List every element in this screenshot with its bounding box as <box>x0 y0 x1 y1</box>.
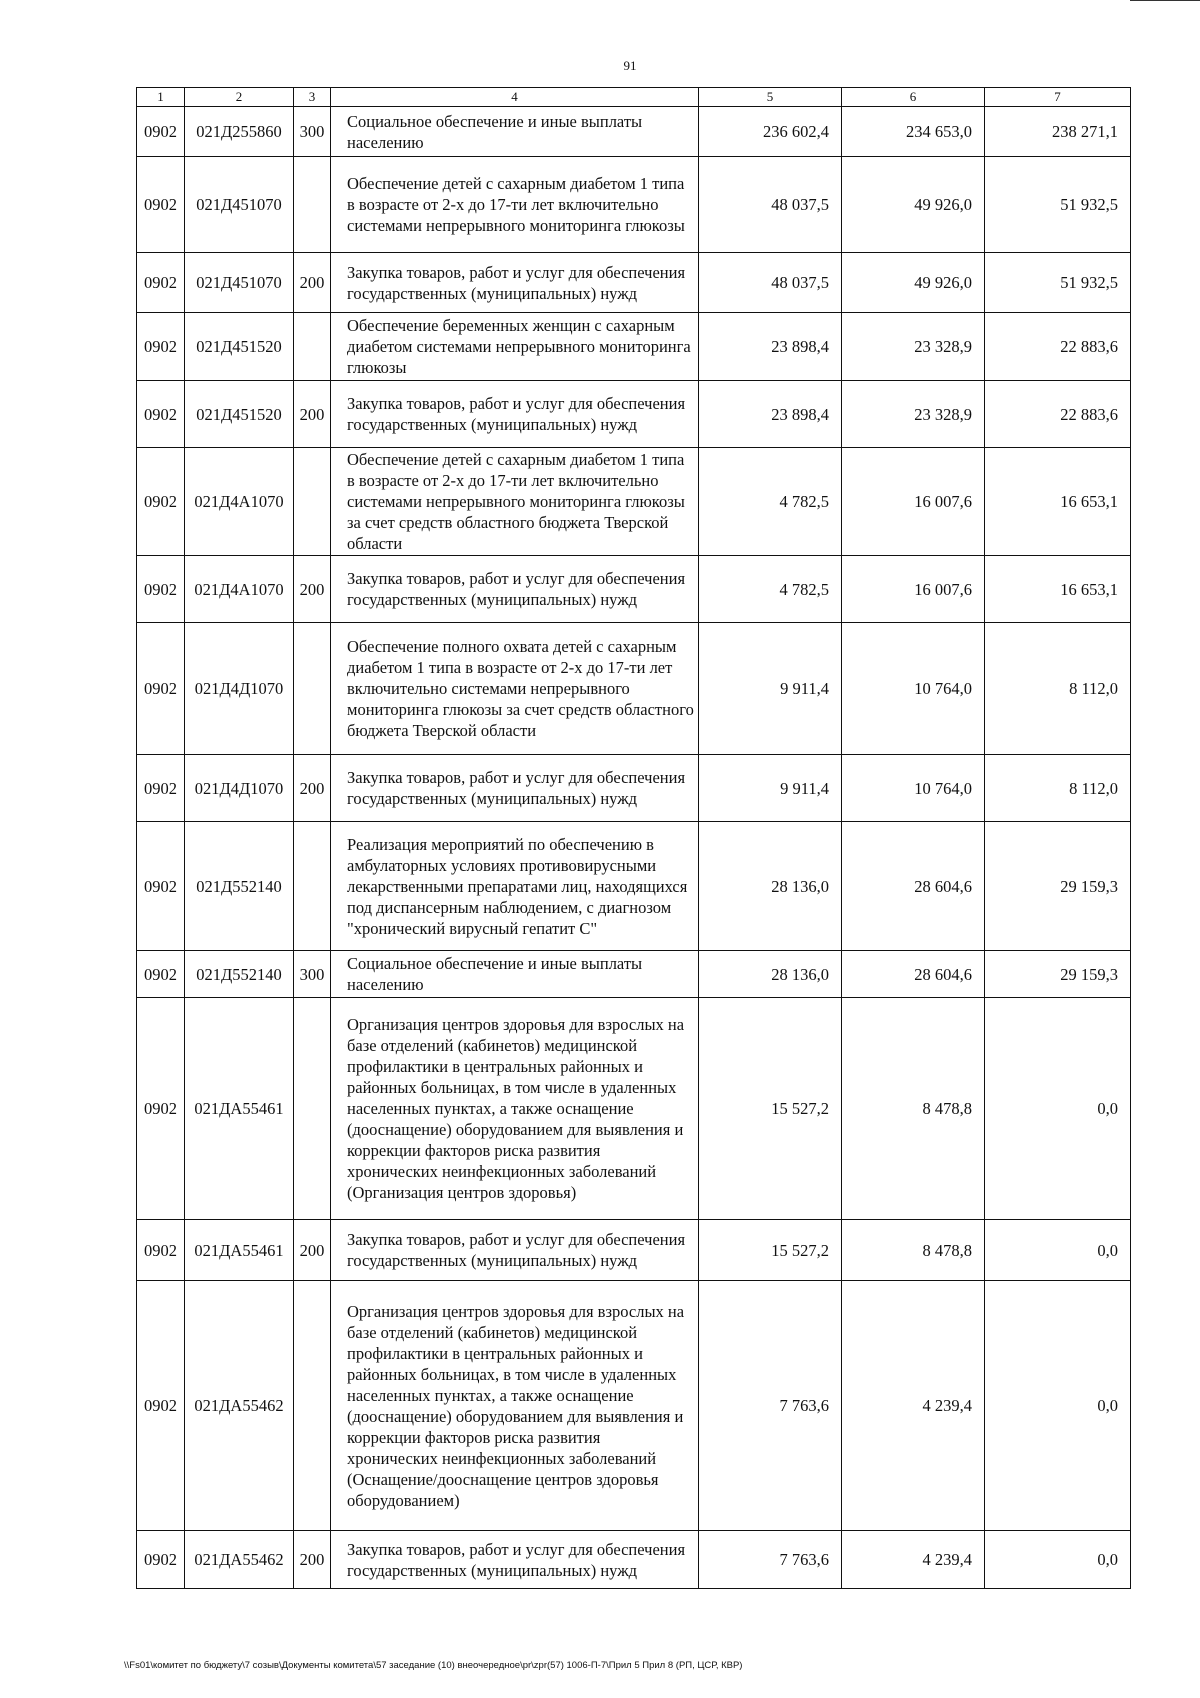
expense-type-cell: 200 <box>294 755 331 822</box>
expense-type-cell: 200 <box>294 381 331 448</box>
amount-col6-cell: 16 007,6 <box>842 448 985 556</box>
description-cell: Обеспечение детей с сахарным диабетом 1 типа в возрасте от 2-х до 17-ти лет включительно системами непрерывного мониторинга глюкозы за счет средств областного бюджета Тверской области <box>331 448 699 556</box>
expense-type-cell <box>294 448 331 556</box>
amount-col5-cell: 28 136,0 <box>699 822 842 951</box>
description-cell: Социальное обеспечение и иные выплаты населению <box>331 951 699 998</box>
expense-type-cell: 300 <box>294 951 331 998</box>
amount-col5-cell: 9 911,4 <box>699 755 842 822</box>
amount-col6-cell: 23 328,9 <box>842 313 985 381</box>
description-cell: Закупка товаров, работ и услуг для обеспечения государственных (муниципальных) нужд <box>331 1531 699 1589</box>
target-article-cell: 021ДА55462 <box>185 1281 294 1531</box>
section-code-cell: 0902 <box>137 755 185 822</box>
description-cell: Закупка товаров, работ и услуг для обеспечения государственных (муниципальных) нужд <box>331 381 699 448</box>
section-code-cell: 0902 <box>137 1220 185 1281</box>
amount-col5-cell: 15 527,2 <box>699 1220 842 1281</box>
expense-type-cell: 200 <box>294 1220 331 1281</box>
description-cell: Социальное обеспечение и иные выплаты населению <box>331 107 699 157</box>
column-header-6: 6 <box>842 88 985 107</box>
target-article-cell: 021Д4А1070 <box>185 556 294 623</box>
amount-col6-cell: 49 926,0 <box>842 157 985 253</box>
target-article-cell: 021Д4А1070 <box>185 448 294 556</box>
amount-col6-cell: 8 478,8 <box>842 1220 985 1281</box>
description-cell: Закупка товаров, работ и услуг для обеспечения государственных (муниципальных) нужд <box>331 1220 699 1281</box>
amount-col5-cell: 48 037,5 <box>699 157 842 253</box>
table-row <box>137 755 1131 822</box>
target-article-cell: 021Д451520 <box>185 313 294 381</box>
amount-col6-cell: 8 478,8 <box>842 998 985 1220</box>
table-row <box>137 448 1131 556</box>
expense-type-cell: 300 <box>294 107 331 157</box>
expense-type-cell <box>294 1281 331 1531</box>
description-cell: Организация центров здоровья для взрослых на базе отделений (кабинетов) медицинской профилактики в центральных районных и районных больницах, в том числе в удаленных населенных пунктах, а также оснащение (дооснащение) оборудованием для выявления и коррекции факторов риска развития хронических неинфекционных заболеваний (Оснащение/дооснащение центров здоровья оборудованием) <box>331 1281 699 1531</box>
expense-type-cell <box>294 998 331 1220</box>
table-row <box>137 1281 1131 1531</box>
section-code-cell: 0902 <box>137 822 185 951</box>
expense-type-cell <box>294 313 331 381</box>
amount-col5-cell: 4 782,5 <box>699 448 842 556</box>
description-cell: Обеспечение беременных женщин с сахарным диабетом системами непрерывного мониторинга глюкозы <box>331 313 699 381</box>
target-article-cell: 021Д4Д1070 <box>185 755 294 822</box>
description-cell: Реализация мероприятий по обеспечению в амбулаторных условиях противовирусными лекарственными препаратами лиц, находящихся под диспансерным наблюдением, с диагнозом "хронический вирусный гепатит С" <box>331 822 699 951</box>
amount-col6-cell: 28 604,6 <box>842 951 985 998</box>
amount-col6-cell: 234 653,0 <box>842 107 985 157</box>
target-article-cell: 021Д451070 <box>185 157 294 253</box>
description-cell: Закупка товаров, работ и услуг для обеспечения государственных (муниципальных) нужд <box>331 253 699 313</box>
amount-col6-cell: 16 007,6 <box>842 556 985 623</box>
target-article-cell: 021Д4Д1070 <box>185 623 294 755</box>
amount-col6-cell: 28 604,6 <box>842 822 985 951</box>
amount-col7-cell: 51 932,5 <box>985 253 1131 313</box>
amount-col7-cell: 22 883,6 <box>985 313 1131 381</box>
amount-col7-cell: 0,0 <box>985 1531 1131 1589</box>
file-path-footer: \\Fs01\комитет по бюджету\7 созыв\Документы комитета\57 заседание (10) внеочередное\pr\zpr(57) 1006-П-7\Прил 5 Прил 8 (РП, ЦСР, КВР) <box>124 1660 743 1671</box>
target-article-cell: 021ДА55462 <box>185 1531 294 1589</box>
section-code-cell: 0902 <box>137 313 185 381</box>
table-row <box>137 998 1131 1220</box>
amount-col7-cell: 8 112,0 <box>985 623 1131 755</box>
amount-col5-cell: 236 602,4 <box>699 107 842 157</box>
table-row <box>137 313 1131 381</box>
section-code-cell: 0902 <box>137 1281 185 1531</box>
amount-col6-cell: 4 239,4 <box>842 1281 985 1531</box>
description-cell: Закупка товаров, работ и услуг для обеспечения государственных (муниципальных) нужд <box>331 755 699 822</box>
amount-col7-cell: 0,0 <box>985 1220 1131 1281</box>
top-edge-rule <box>1130 0 1200 1</box>
column-header-2: 2 <box>185 88 294 107</box>
expense-type-cell <box>294 623 331 755</box>
table-row <box>137 1220 1131 1281</box>
amount-col5-cell: 15 527,2 <box>699 998 842 1220</box>
amount-col7-cell: 8 112,0 <box>985 755 1131 822</box>
amount-col7-cell: 238 271,1 <box>985 107 1131 157</box>
amount-col6-cell: 10 764,0 <box>842 623 985 755</box>
description-cell: Обеспечение детей с сахарным диабетом 1 типа в возрасте от 2-х до 17-ти лет включительно системами непрерывного мониторинга глюкозы <box>331 157 699 253</box>
column-header-4: 4 <box>331 88 699 107</box>
expense-type-cell: 200 <box>294 1531 331 1589</box>
table-row <box>137 107 1131 157</box>
expense-type-cell: 200 <box>294 556 331 623</box>
page-number: 91 <box>623 58 637 73</box>
amount-col6-cell: 10 764,0 <box>842 755 985 822</box>
section-code-cell: 0902 <box>137 157 185 253</box>
section-code-cell: 0902 <box>137 381 185 448</box>
section-code-cell: 0902 <box>137 1531 185 1589</box>
column-header-1: 1 <box>137 88 185 107</box>
amount-col5-cell: 4 782,5 <box>699 556 842 623</box>
table-row <box>137 381 1131 448</box>
amount-col7-cell: 16 653,1 <box>985 448 1131 556</box>
column-number-row <box>137 88 1131 107</box>
table-row <box>137 1531 1131 1589</box>
section-code-cell: 0902 <box>137 448 185 556</box>
table-row <box>137 822 1131 951</box>
target-article-cell: 021Д451070 <box>185 253 294 313</box>
expense-type-cell <box>294 157 331 253</box>
amount-col7-cell: 51 932,5 <box>985 157 1131 253</box>
section-code-cell: 0902 <box>137 951 185 998</box>
table-row <box>137 623 1131 755</box>
table-row <box>137 951 1131 998</box>
column-header-5: 5 <box>699 88 842 107</box>
target-article-cell: 021ДА55461 <box>185 1220 294 1281</box>
target-article-cell: 021ДА55461 <box>185 998 294 1220</box>
table-row <box>137 556 1131 623</box>
section-code-cell: 0902 <box>137 998 185 1220</box>
budget-table <box>136 87 1131 1589</box>
amount-col6-cell: 4 239,4 <box>842 1531 985 1589</box>
section-code-cell: 0902 <box>137 107 185 157</box>
target-article-cell: 021Д552140 <box>185 951 294 998</box>
amount-col5-cell: 23 898,4 <box>699 381 842 448</box>
amount-col5-cell: 9 911,4 <box>699 623 842 755</box>
description-cell: Организация центров здоровья для взрослых на базе отделений (кабинетов) медицинской профилактики в центральных районных и районных больницах, в том числе в удаленных населенных пунктах, а также оснащение (дооснащение) оборудованием для выявления и коррекции факторов риска развития хронических неинфекционных заболеваний (Организация центров здоровья) <box>331 998 699 1220</box>
amount-col7-cell: 16 653,1 <box>985 556 1131 623</box>
amount-col7-cell: 0,0 <box>985 998 1131 1220</box>
expense-type-cell <box>294 822 331 951</box>
amount-col6-cell: 23 328,9 <box>842 381 985 448</box>
column-header-7: 7 <box>985 88 1131 107</box>
amount-col5-cell: 28 136,0 <box>699 951 842 998</box>
amount-col5-cell: 7 763,6 <box>699 1531 842 1589</box>
amount-col7-cell: 29 159,3 <box>985 822 1131 951</box>
table-row <box>137 157 1131 253</box>
amount-col7-cell: 0,0 <box>985 1281 1131 1531</box>
description-cell: Обеспечение полного охвата детей с сахарным диабетом 1 типа в возрасте от 2-х до 17-ти лет включительно системами непрерывного мониторинга глюкозы за счет средств областного бюджета Тверской области <box>331 623 699 755</box>
table-row <box>137 253 1131 313</box>
target-article-cell: 021Д255860 <box>185 107 294 157</box>
target-article-cell: 021Д451520 <box>185 381 294 448</box>
amount-col6-cell: 49 926,0 <box>842 253 985 313</box>
amount-col7-cell: 29 159,3 <box>985 951 1131 998</box>
column-header-3: 3 <box>294 88 331 107</box>
amount-col5-cell: 7 763,6 <box>699 1281 842 1531</box>
amount-col5-cell: 48 037,5 <box>699 253 842 313</box>
section-code-cell: 0902 <box>137 556 185 623</box>
expense-type-cell: 200 <box>294 253 331 313</box>
target-article-cell: 021Д552140 <box>185 822 294 951</box>
section-code-cell: 0902 <box>137 623 185 755</box>
amount-col5-cell: 23 898,4 <box>699 313 842 381</box>
section-code-cell: 0902 <box>137 253 185 313</box>
description-cell: Закупка товаров, работ и услуг для обеспечения государственных (муниципальных) нужд <box>331 556 699 623</box>
amount-col7-cell: 22 883,6 <box>985 381 1131 448</box>
